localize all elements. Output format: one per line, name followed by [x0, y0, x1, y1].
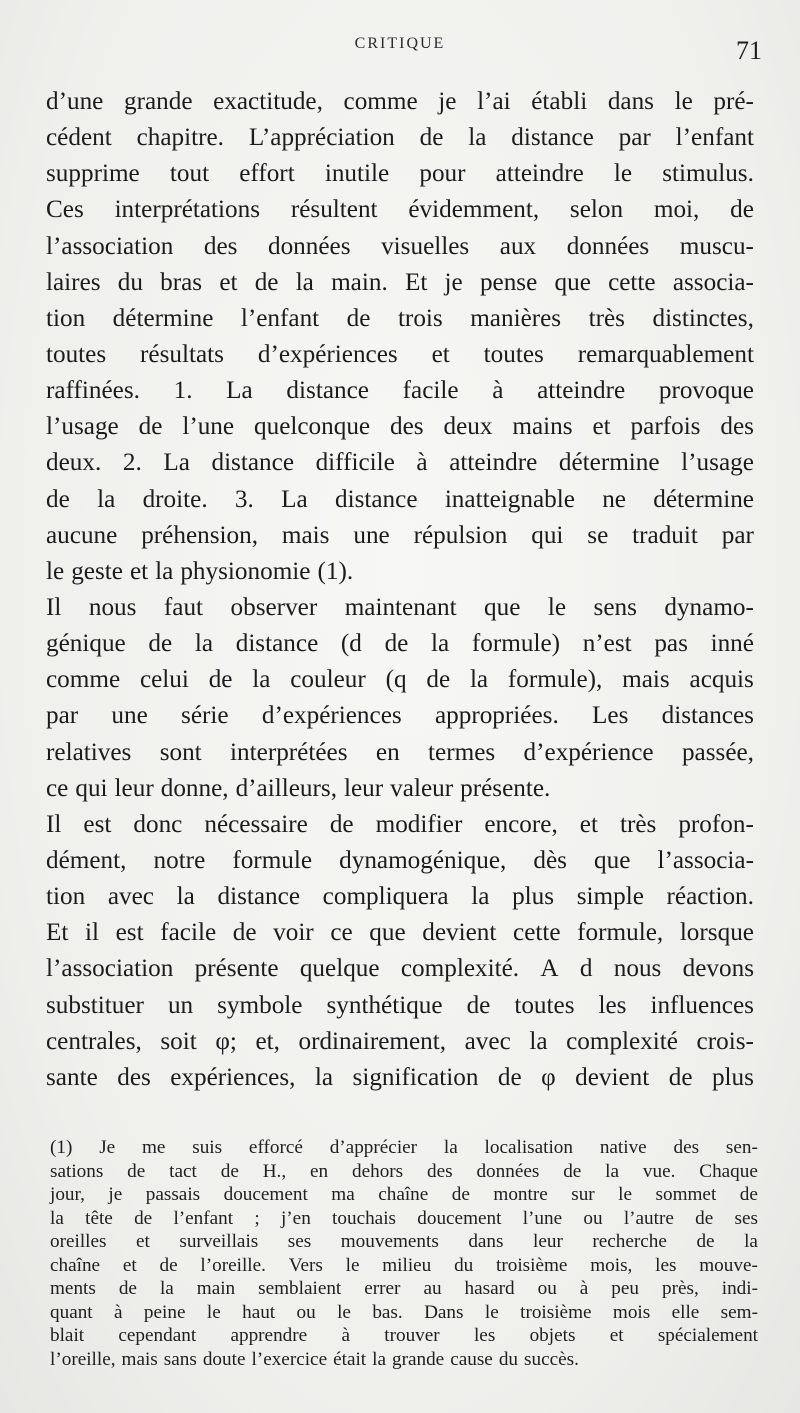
body-line: laires du bras et de la main. Et je pense que cette associa-	[46, 268, 754, 296]
footnotes	[50, 1136, 758, 1371]
body-line: tion avec la distance compliquera la plus simple réaction.	[46, 883, 754, 911]
body-line: ce qui leur donne, d’ailleurs, leur valeur présente.	[46, 774, 551, 802]
body-line: sante des expériences, la signification de φ devient de plus	[46, 1063, 754, 1091]
running-head: CRITIQUE	[354, 35, 446, 52]
body-line: de la droite. 3. La distance inatteignable ne détermine	[46, 485, 754, 513]
footnote-line: chaîne et de l’oreille. Vers le milieu du troisième mois, les mouve-	[50, 1254, 758, 1276]
body-line: Et il est facile de voir ce que devient cette formule, lorsque	[46, 919, 754, 947]
body-line: génique de la distance (d de la formule) n’est pas inné	[46, 630, 754, 658]
footnote-line: ments de la main semblaient errer au hasard ou à peu près, indi-	[50, 1278, 758, 1299]
body-line: d’une grande exactitude, comme je l’ai établi dans le pré-	[46, 88, 754, 115]
page-number: 71	[736, 36, 762, 65]
body-line: aucune préhension, mais une répulsion qui se traduit par	[46, 521, 754, 549]
body-line: dément, notre formule dynamogénique, dès que l’associa-	[46, 846, 754, 874]
body-line: raffinées. 1. La distance facile à atteindre provoque	[46, 377, 754, 405]
body-line: centrales, soit φ; et, ordinairement, avec la complexité crois-	[46, 1027, 754, 1055]
body-line: Il est donc nécessaire de modifier encore, et très profon-	[46, 810, 754, 838]
footnote-line: la tête de l’enfant ; j’en touchais doucement l’une ou l’autre de ses	[50, 1207, 758, 1229]
footnote-line: oreilles et surveillais ses mouvements dans leur recherche de la	[50, 1231, 758, 1252]
body-line: l’association présente quelque complexité. A d nous devons	[46, 955, 754, 983]
body-line: relatives sont interprétées en termes d’expérience passée,	[46, 738, 754, 766]
body-text	[46, 84, 754, 1096]
footnote-line: l’oreille, mais sans doute l’exercice était la grande cause du succès.	[50, 1348, 579, 1370]
body-line: tion détermine l’enfant de trois manières très distinctes,	[46, 304, 754, 332]
footnote-line: sations de tact de H., en dehors des données de la vue. Chaque	[50, 1160, 758, 1182]
body-line: substituer un symbole synthétique de toutes les influences	[46, 991, 754, 1019]
body-line: par une série d’expériences appropriées. Les distances	[46, 702, 754, 730]
footnote-line: blait cependant apprendre à trouver les objets et spécialement	[50, 1325, 758, 1346]
footnote-line: (1) Je me suis efforcé d’apprécier la localisation native des sen-	[50, 1137, 758, 1158]
body-line: supprime tout effort inutile pour atteindre le stimulus.	[46, 160, 754, 188]
body-line: l’usage de l’une quelconque des deux mains et parfois des	[46, 413, 754, 441]
body-line: cédent chapitre. L’appréciation de la distance par l’enfant	[46, 124, 754, 152]
body-line: l’association des données visuelles aux données muscu-	[46, 232, 754, 260]
footnote-line: quant à peine le haut ou le bas. Dans le troisième mois elle sem-	[50, 1301, 758, 1323]
body-line: toutes résultats d’expériences et toutes remarquablement	[46, 340, 754, 368]
body-line: comme celui de la couleur (q de la formule), mais acquis	[46, 666, 754, 694]
body-line: deux. 2. La distance difficile à atteindre détermine l’usage	[46, 449, 754, 477]
footnote-line: jour, je passais doucement ma chaîne de montre sur le sommet de	[50, 1184, 758, 1205]
body-line: le geste et la physionomie (1).	[46, 557, 354, 585]
body-line: Ces interprétations résultent évidemment, selon moi, de	[46, 196, 754, 224]
body-line: Il nous faut observer maintenant que le sens dynamo-	[46, 593, 754, 621]
